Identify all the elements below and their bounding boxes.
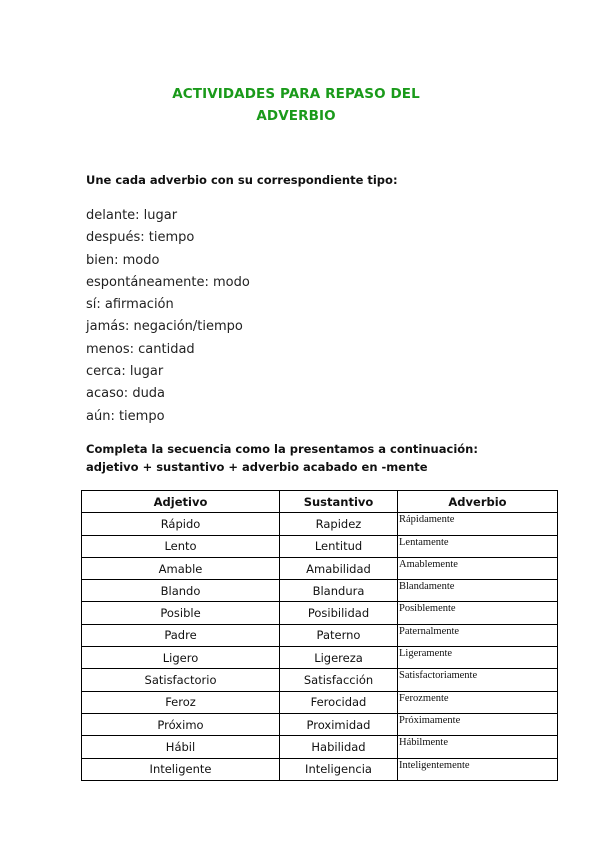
cell-adverbio: Próximamente — [398, 713, 558, 735]
adverb-type-item: acaso: duda — [86, 386, 166, 402]
adverb-type-item: aún: tiempo — [86, 408, 165, 424]
table-row — [82, 691, 558, 713]
table-row — [82, 624, 558, 646]
cell-adverbio: Ligeramente — [398, 647, 558, 669]
cell-adjetivo: Padre — [82, 624, 280, 646]
adverb-type-item: jamás: negación/tiempo — [86, 319, 243, 335]
exercise-1-instruction: Une cada adverbio con su correspondiente tipo: — [86, 173, 398, 187]
cell-adverbio: Blandamente — [398, 580, 558, 602]
table-row — [82, 713, 558, 735]
page-title-line-1: ACTIVIDADES PARA REPASO DEL — [172, 86, 420, 102]
cell-adjetivo: Ligero — [82, 647, 280, 669]
adverb-type-item: cerca: lugar — [86, 364, 164, 380]
table-row — [82, 602, 558, 624]
cell-sustantivo: Blandura — [280, 580, 398, 602]
cell-adverbio: Lentamente — [398, 535, 558, 557]
table-row — [82, 535, 558, 557]
cell-adverbio: Satisfactoriamente — [398, 669, 558, 691]
cell-adjetivo: Hábil — [82, 736, 280, 758]
cell-sustantivo: Satisfacción — [280, 669, 398, 691]
cell-sustantivo: Ferocidad — [280, 691, 398, 713]
adverb-type-item: espontáneamente: modo — [86, 274, 250, 290]
cell-sustantivo: Proximidad — [280, 713, 398, 735]
cell-adverbio: Rápidamente — [398, 513, 558, 535]
cell-sustantivo: Lentitud — [280, 535, 398, 557]
exercise-2-instruction: Completa la secuencia como la presentamos a continuación: adjetivo + sustantivo + adverbio acabado en -mente — [86, 442, 478, 474]
table-row — [82, 557, 558, 579]
adverb-type-item: después: tiempo — [86, 230, 195, 246]
header-adverbio: Adverbio — [398, 491, 558, 513]
cell-adjetivo: Rápido — [82, 513, 280, 535]
cell-adjetivo: Feroz — [82, 691, 280, 713]
cell-adjetivo: Inteligente — [82, 758, 280, 780]
cell-sustantivo: Rapidez — [280, 513, 398, 535]
cell-adjetivo: Próximo — [82, 713, 280, 735]
header-adjetivo: Adjetivo — [82, 491, 280, 513]
cell-sustantivo: Ligereza — [280, 647, 398, 669]
cell-adverbio: Ferozmente — [398, 691, 558, 713]
adverb-type-item: bien: modo — [86, 252, 160, 268]
cell-sustantivo: Inteligencia — [280, 758, 398, 780]
cell-sustantivo: Amabilidad — [280, 557, 398, 579]
table-row — [82, 513, 558, 535]
table-row — [82, 736, 558, 758]
header-sustantivo: Sustantivo — [280, 491, 398, 513]
cell-adjetivo: Posible — [82, 602, 280, 624]
cell-adverbio: Inteligentemente — [398, 758, 558, 780]
adverb-type-list — [86, 205, 250, 428]
adverb-type-item: sí: afirmación — [86, 297, 174, 313]
cell-adverbio: Hábilmente — [398, 736, 558, 758]
table-row — [82, 580, 558, 602]
cell-adjetivo: Amable — [82, 557, 280, 579]
page-title-line-2: ADVERBIO — [256, 108, 336, 124]
table-row — [82, 758, 558, 780]
cell-sustantivo: Paterno — [280, 624, 398, 646]
table-header-row — [82, 491, 558, 513]
adverb-type-item: menos: cantidad — [86, 341, 195, 357]
cell-adverbio: Paternalmente — [398, 624, 558, 646]
cell-adverbio: Amablemente — [398, 557, 558, 579]
table-row — [82, 647, 558, 669]
cell-sustantivo: Habilidad — [280, 736, 398, 758]
table-row — [82, 669, 558, 691]
adverb-type-item: delante: lugar — [86, 208, 178, 223]
cell-sustantivo: Posibilidad — [280, 602, 398, 624]
cell-adjetivo: Satisfactorio — [82, 669, 280, 691]
cell-adjetivo: Blando — [82, 580, 280, 602]
cell-adverbio: Posiblemente — [398, 602, 558, 624]
cell-adjetivo: Lento — [82, 535, 280, 557]
adverb-table — [81, 490, 558, 781]
